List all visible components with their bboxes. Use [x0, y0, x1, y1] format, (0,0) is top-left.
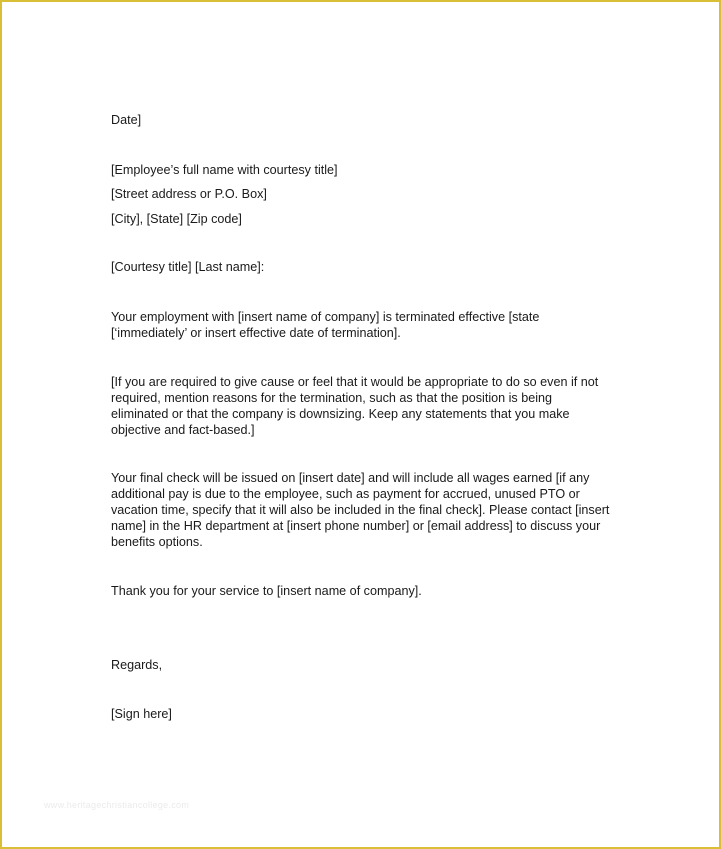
site-watermark: www.heritagechristiancollege.com [44, 800, 190, 810]
final-check-paragraph: Your final check will be issued on [insert date] and will include all wages earned [if any additional pay is due to the employee, such as payment for accrued, unused PTO or vacation time, specify that it will also be included in the final check]. Please contact [insert name] in the HR department at [insert phone number] or [email address] to discuss your benefits options. [111, 471, 610, 549]
signature-placeholder: [Sign here] [111, 707, 172, 721]
letter-salutation: [Courtesy title] [Last name]: [111, 260, 265, 274]
recipient-address-block [111, 162, 338, 227]
termination-paragraph: Your employment with [insert name of company] is terminated effective [state [‘immediately’ or insert effective date of termination]. [111, 310, 540, 340]
recipient-city-line: [City], [State] [Zip code] [111, 211, 242, 226]
recipient-name-line: [Employee’s full name with courtesy title] [111, 163, 338, 177]
thank-you-paragraph: Thank you for your service to [insert name of company]. [111, 584, 422, 598]
letter-closing: Regards, [111, 658, 163, 672]
reason-paragraph: [If you are required to give cause or feel that it would be appropriate to do so even if not required, mention reasons for the termination, such as that the position is being eliminated or that the company is downsizing. Keep any statements that you make objective and fact-based.] [111, 375, 599, 437]
letter-date: Date] [111, 113, 142, 127]
recipient-street-line: [Street address or P.O. Box] [111, 187, 267, 202]
